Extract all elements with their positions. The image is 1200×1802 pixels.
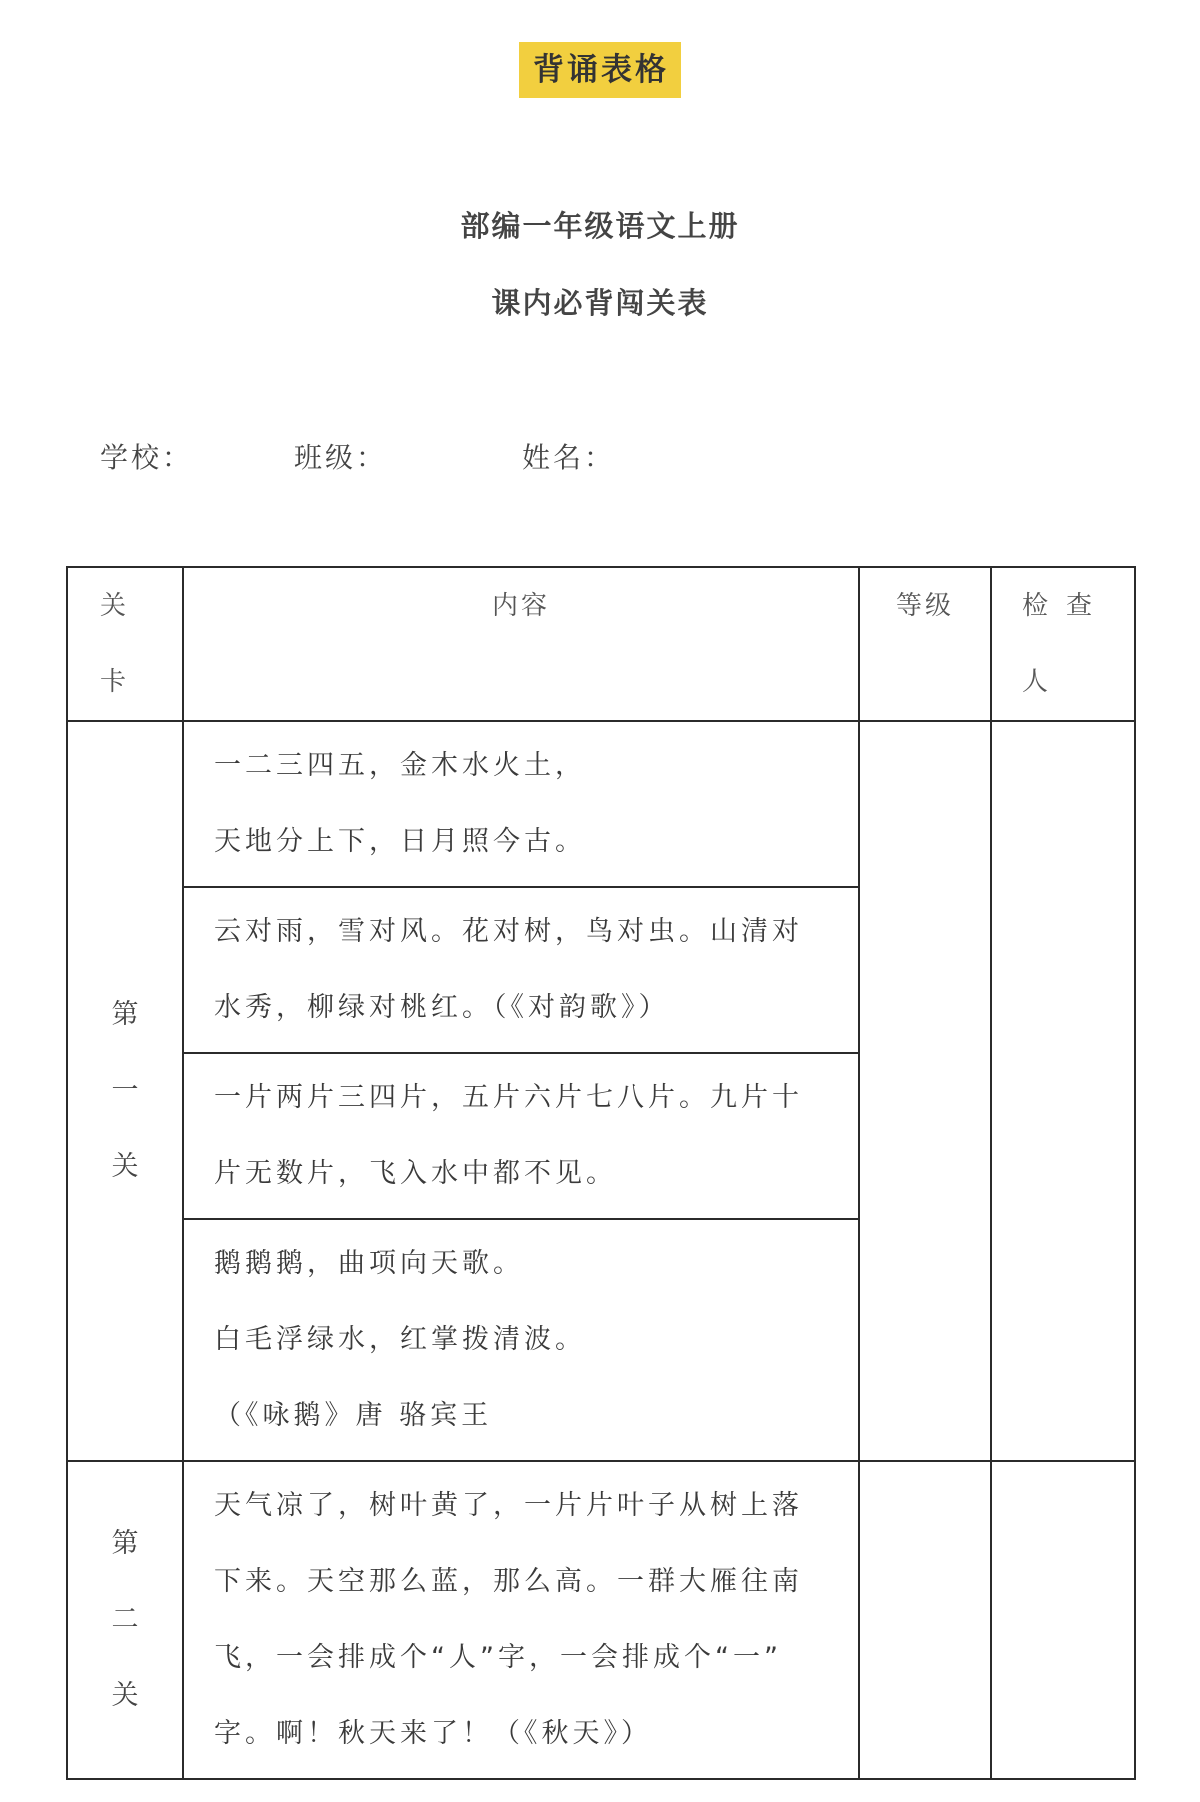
section-badge: 背诵表格	[519, 42, 681, 98]
poem-cell-2	[183, 887, 859, 1053]
poem-line: 白毛浮绿水，红掌拨清波。	[214, 1324, 586, 1355]
poem-line: 飞，一会排成个“人”字，一会排成个“一”	[214, 1642, 782, 1673]
name-label: 姓名：	[522, 441, 616, 474]
level-1-char: 第	[111, 999, 139, 1030]
poem-cell-1	[183, 721, 859, 887]
header-checker-cell	[991, 567, 1135, 721]
level-1-char: 一	[111, 1075, 139, 1106]
poem-line: 鹅鹅鹅，曲项向天歌。	[214, 1248, 524, 1279]
header-content-label: 内容	[491, 591, 550, 621]
header-level-char: 关	[100, 591, 130, 621]
poem-line: 水秀，柳绿对桃红。（《对韵歌》）	[214, 992, 670, 1023]
class-label: 班级：	[294, 441, 388, 474]
table-row	[67, 1461, 1135, 1779]
level-1-char: 关	[111, 1151, 139, 1182]
header-checker-label: 检查	[1022, 591, 1111, 621]
header-level-char: 卡	[100, 667, 130, 697]
poem-line: 天地分上下，日月照今古。	[214, 826, 586, 857]
page-subtitle: 课内必背闯关表	[491, 286, 709, 320]
level-1-label-cell	[67, 721, 183, 1461]
poem-line: 天气凉了，树叶黄了，一片片叶子从树上落	[214, 1490, 803, 1521]
poem-line: 一二三四五，金木水火土，	[214, 750, 586, 781]
header-grade-label: 等级	[895, 591, 954, 621]
level-2-grade-cell[interactable]	[859, 1461, 991, 1779]
poem-line: 云对雨，雪对风。花对树，鸟对虫。山清对	[214, 916, 803, 947]
level-1-grade-cell[interactable]	[859, 721, 991, 1461]
poem-line: 一片两片三四片，五片六片七八片。九片十	[214, 1082, 803, 1113]
level-2-char: 二	[111, 1604, 139, 1635]
level-2-char: 关	[111, 1680, 139, 1711]
poem-line: （《咏鹅》唐 骆宾王	[214, 1400, 493, 1431]
poem-cell-5	[183, 1461, 859, 1779]
poem-line: 片无数片，飞入水中都不见。	[214, 1158, 617, 1189]
table-row	[67, 721, 1135, 887]
student-info-row	[0, 436, 1200, 476]
header-level-cell	[67, 567, 183, 721]
header-checker-label: 人	[1022, 667, 1067, 697]
poem-cell-3	[183, 1053, 859, 1219]
level-2-label-cell	[67, 1461, 183, 1779]
poem-line: 字。啊！秋天来了！（《秋天》）	[214, 1718, 652, 1749]
header-grade-cell	[859, 567, 991, 721]
poem-cell-4	[183, 1219, 859, 1461]
school-label: 学校：	[100, 441, 194, 474]
page-title: 部编一年级语文上册	[460, 209, 740, 243]
recitation-table	[66, 566, 1136, 1780]
poem-line: 下来。天空那么蓝，那么高。一群大雁往南	[214, 1566, 803, 1597]
level-2-checker-cell[interactable]	[991, 1461, 1135, 1779]
table-header-row	[67, 567, 1135, 721]
header-content-cell	[183, 567, 859, 721]
level-1-checker-cell[interactable]	[991, 721, 1135, 1461]
badge-wrapper	[0, 42, 1200, 98]
level-2-char: 第	[111, 1528, 139, 1559]
